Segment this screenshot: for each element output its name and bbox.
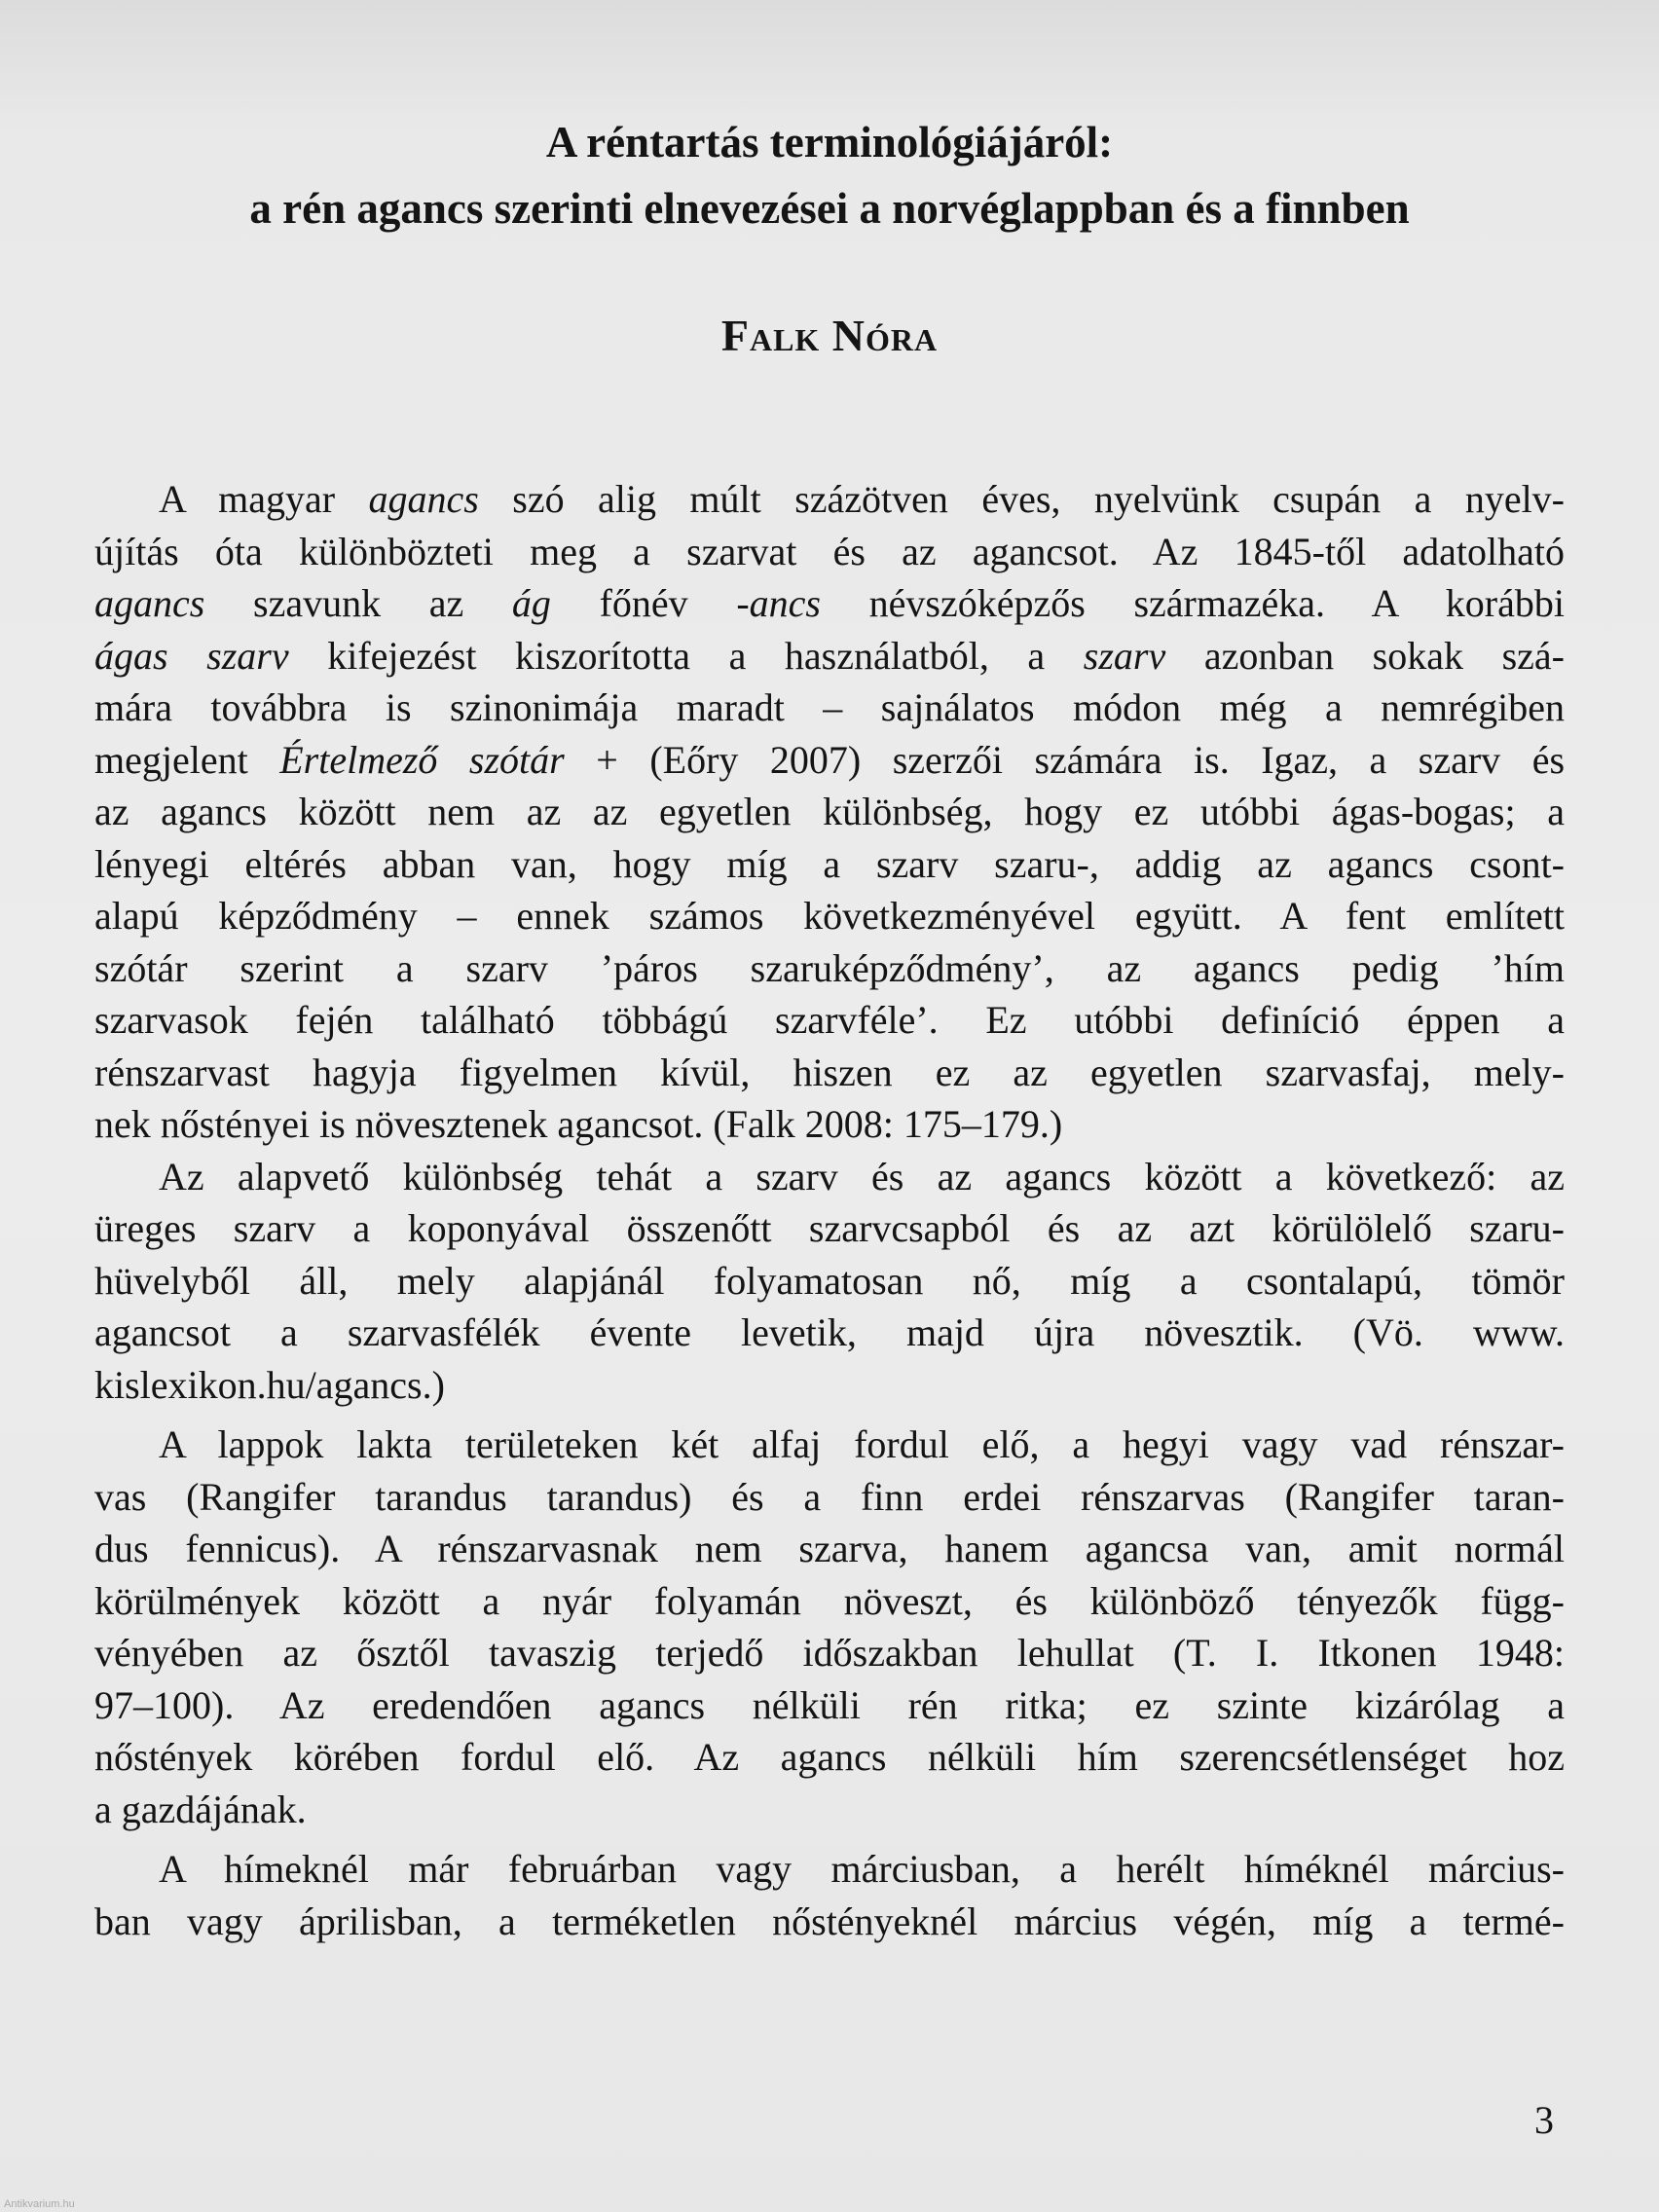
text-line: alapú képződmény – ennek számos következményével együtt. A fent említett (94, 894, 1565, 938)
text-line: kislexikon.hu/agancs.) (94, 1362, 445, 1407)
text-line: mára továbbra is szinonimája maradt – sajnálatos módon még a nemrégiben (94, 685, 1565, 729)
italic-term: Értelmező szótár (279, 737, 565, 782)
text-line: szótár szerint a szarv ’páros szaruképződmény’, az agancs pedig ’hím (94, 945, 1565, 990)
paragraph (94, 1151, 1565, 1412)
text-line: 97–100). Az eredendően agancs nélküli rén ritka; ez szinte kizárólag a (94, 1682, 1565, 1727)
italic-term: ágas szarv (94, 633, 289, 678)
author-name: Falk Nóra (720, 311, 939, 360)
text-line: ágas szarv kifejezést kiszorította a használatból, a szarv azonban sokak szá- (94, 633, 1565, 678)
text-line: ban vagy áprilisban, a terméketlen nőstényeknél március végén, míg a termé- (94, 1899, 1565, 1943)
text-line: az agancs között nem az az egyetlen különbség, hogy ez utóbbi ágas-bogas; a (94, 790, 1565, 833)
text-line: lényegi eltérés abban van, hogy míg a szarv szaru-, addig az agancs csont- (94, 841, 1565, 886)
watermark: Antikvarium.hu (4, 2198, 75, 2210)
italic-term: agancs (368, 477, 479, 521)
paragraph-gap (94, 1411, 1565, 1419)
text-line: agancsot a szarvasfélék évente levetik, majd újra növesztik. (Vö. www. (94, 1310, 1565, 1354)
paragraph (94, 1843, 1565, 1947)
text-line: szarvasok fején található többágú szarvféle’. Ez utóbbi definíció éppen a (94, 998, 1565, 1042)
text-line: nek nőstényei is növesztenek agancsot. (Falk 2008: 175–179.) (94, 1102, 1063, 1146)
article-title-line-2: a rén agancs szerinti elnevezései a norvéglappban és a finnben (249, 184, 1410, 233)
text-line: rénszarvast hagyja figyelmen kívül, hiszen ez az egyetlen szarvasfaj, mely- (94, 1050, 1565, 1094)
text-line: megjelent Értelmező szótár + (Eőry 2007) szerzői számára is. Igaz, a szarv és (94, 737, 1565, 782)
text-line: A lappok lakta területeken két alfaj fordul elő, a hegyi vagy vad rénszar- (159, 1422, 1565, 1466)
paragraph (94, 473, 1565, 1151)
text-line: nőstények körében fordul elő. Az agancs nélküli hím szerencsétlenséget hoz (94, 1735, 1565, 1779)
text-line: újítás óta különbözteti meg a szarvat és az agancsot. Az 1845-től adatolható (94, 529, 1565, 573)
italic-term: -ancs (736, 581, 821, 625)
article-title-line-1: A réntartás terminológiájáról: (545, 118, 1114, 166)
paragraph (94, 1419, 1565, 1835)
text-line: üreges szarv a koponyával összenőtt szarvcsapból és az azt körülölelő szaru- (94, 1206, 1565, 1250)
paragraph-gap (94, 1835, 1565, 1843)
italic-term: agancs (94, 581, 205, 625)
text-line: A hímeknél már februárban vagy márciusban, a herélt híméknél március- (159, 1847, 1565, 1891)
italic-term: szarv (1083, 633, 1166, 678)
text-line: Az alapvető különbség tehát a szarv és az agancs között a következő: az (159, 1154, 1565, 1198)
italic-term: ág (511, 581, 551, 625)
text-line: a gazdájának. (94, 1787, 307, 1831)
page-number: 3 (1534, 2098, 1554, 2142)
text-line: dus fennicus). A rénszarvasnak nem szarva, hanem agancsa van, amit normál (94, 1527, 1565, 1570)
text-line: körülmények között a nyár folyamán növeszt, és különböző tényezők függ- (94, 1578, 1565, 1623)
text-line: agancs szavunk az ág főnév -ancs névszóképzős származéka. A korábbi (94, 581, 1565, 625)
article-body (94, 473, 1565, 1947)
text-line: hüvelyből áll, mely alapjánál folyamatosan nő, míg a csontalapú, tömör (94, 1258, 1565, 1303)
text-line: vényében az ősztől tavaszig terjedő időszakban lehullat (T. I. Itkonen 1948: (94, 1631, 1565, 1675)
text-line: A magyar agancs szó alig múlt százötven éves, nyelvünk csupán a nyelv- (159, 477, 1565, 521)
text-line: vas (Rangifer tarandus tarandus) és a finn erdei rénszarvas (Rangifer taran- (94, 1474, 1565, 1519)
